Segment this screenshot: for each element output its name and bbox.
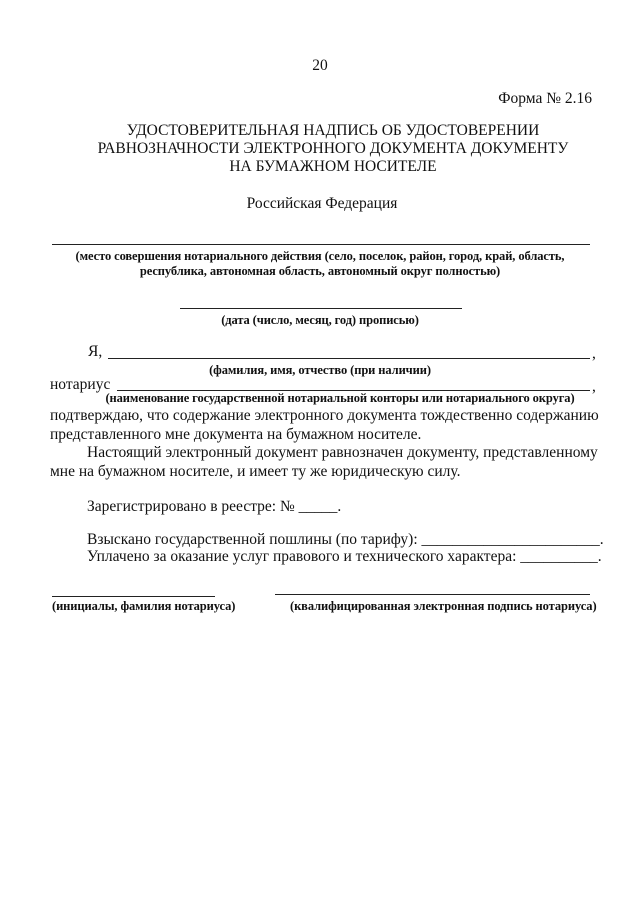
place-caption-2: республика, автономная область, автономный округ полностью) xyxy=(139,264,501,278)
paid-services: Уплачено за оказание услуг правового и технического характера: __________. xyxy=(87,548,602,565)
name-caption: (фамилия, имя, отчество (при наличии) xyxy=(209,363,431,377)
registry-number: Зарегистрировано в реестре: № _____. xyxy=(87,498,342,515)
body-line-4: мне на бумажном носителе, и имеет ту же юридическую силу. xyxy=(50,463,461,480)
title-line-3: НА БУМАЖНОМ НОСИТЕЛЕ xyxy=(229,158,437,175)
form-number: Форма № 2.16 xyxy=(498,90,592,107)
signature-caption: (квалифицированная электронная подпись нотариуса) xyxy=(290,599,597,613)
comma: , xyxy=(592,378,596,395)
name-line xyxy=(108,358,590,359)
body-line-2: представленного мне документа на бумажном носителе. xyxy=(50,426,422,443)
date-caption: (дата (число, месяц, год) прописью) xyxy=(221,313,419,327)
country: Российская Федерация xyxy=(246,195,398,212)
body-line-1: подтверждаю, что содержание электронного документа тождественно содержанию xyxy=(50,407,599,424)
title-line-2: РАВНОЗНАЧНОСТИ ЭЛЕКТРОННОГО ДОКУМЕНТА ДОКУМЕНТУ xyxy=(97,140,569,157)
place-caption-1: (место совершения нотариального действия (село, поселок, район, город, край, область, xyxy=(75,249,565,263)
initials-caption: (инициалы, фамилия нотариуса) xyxy=(52,599,236,613)
page-number: 20 xyxy=(312,57,328,74)
date-line xyxy=(180,308,462,309)
comma: , xyxy=(592,345,596,362)
place-line xyxy=(52,244,590,245)
notary-label: нотариус xyxy=(50,376,111,393)
signature-line xyxy=(275,594,590,595)
state-fee: Взыскано государственной пошлины (по тарифу): _______________________. xyxy=(87,531,604,548)
title-line-1: УДОСТОВЕРИТЕЛЬНАЯ НАДПИСЬ ОБ УДОСТОВЕРЕНИИ xyxy=(126,122,540,139)
body-line-3: Настоящий электронный документ равнозначен документу, представленному xyxy=(87,444,598,461)
i-label: Я, xyxy=(88,343,103,360)
office-caption: (наименование государственной нотариальной конторы или нотариального округа) xyxy=(105,391,575,405)
